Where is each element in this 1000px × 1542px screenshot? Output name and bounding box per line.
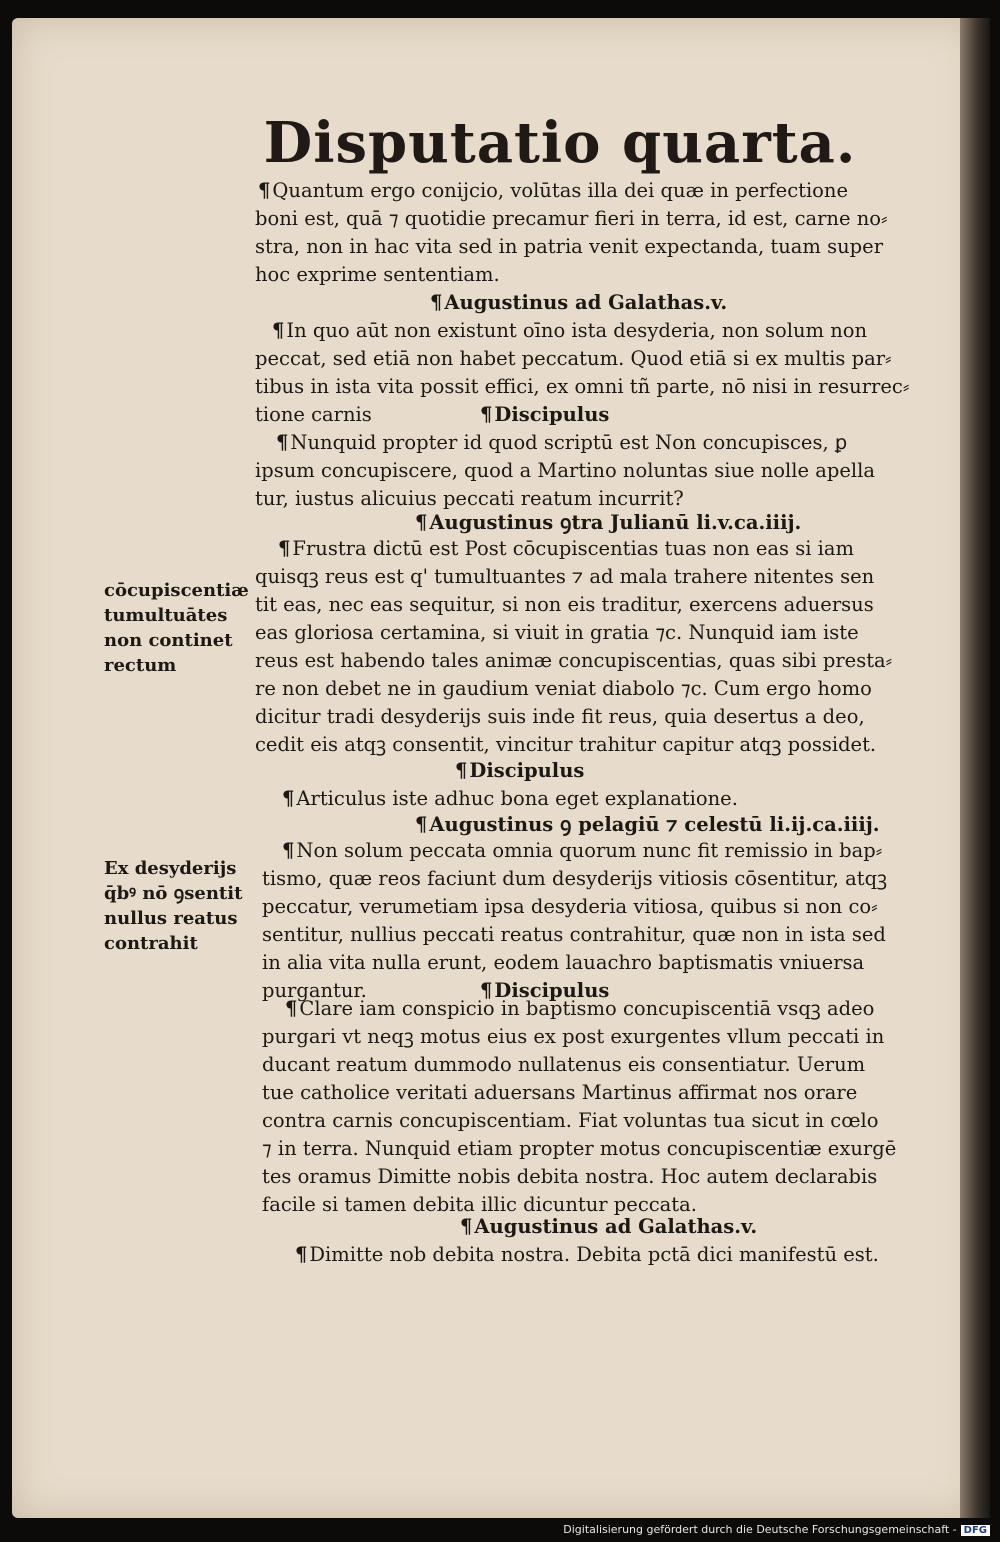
text-line	[278, 536, 854, 562]
line-text: Augustinus ad Galathas.v.	[474, 1215, 758, 1238]
text-line	[282, 838, 882, 864]
credit-text: Digitalisierung gefördert durch die Deutsche Forschungsgemeinschaft -	[563, 1523, 957, 1536]
line-text: purgantur.	[262, 979, 367, 1002]
pilcrow-icon: ¶	[415, 511, 428, 534]
margin-note-line: nullus reatus	[104, 908, 238, 929]
margin-note-line: Ex desyderijs	[104, 858, 237, 879]
pilcrow-icon: ¶	[455, 759, 468, 782]
line-text: Quantum ergo conijcio, volūtas illa dei quæ in perfectione	[272, 179, 849, 202]
line-text: stra, non in hac vita sed in patria venit expectanda, tuam super	[255, 235, 884, 258]
pilcrow-icon: ¶	[480, 979, 493, 1002]
text-line	[262, 1052, 865, 1078]
text-line	[255, 262, 500, 288]
line-text: Non solum peccata omnia quorum nunc fit remissio in bap⸗	[296, 839, 883, 862]
line-text: sentitur, nullius peccati reatus contrahitur, quæ non in ista sed	[262, 923, 886, 946]
line-text: Frustra dictū est Post cōcupiscentias tuas non eas si iam	[292, 537, 854, 560]
line-text: eas gloriosa certamina, si viuit in gratia ⁊c. Nunquid iam iste	[255, 621, 859, 644]
line-text: Augustinus ad Galathas.v.	[444, 291, 728, 314]
line-text: peccat, sed etiā non habet peccatum. Quod etiā si ex multis par⸗	[255, 347, 892, 370]
line-text: peccatur, verumetiam ipsa desyderia vitiosa, quibus si non co⸗	[262, 895, 878, 918]
line-text: tue catholice veritati aduersans Martinus affirmat nos orare	[262, 1081, 858, 1104]
line-text: Clare iam conspicio in baptismo concupiscentiā vsqꝫ adeo	[299, 997, 875, 1020]
text-line	[255, 732, 876, 758]
line-text: Discipulus	[494, 403, 610, 426]
pilcrow-icon: ¶	[295, 1243, 308, 1266]
dfg-logo: DFG	[961, 1525, 990, 1536]
text-line	[255, 458, 875, 484]
text-line	[255, 564, 874, 590]
line-text: tione carnis	[255, 403, 372, 426]
digitization-credit	[563, 1523, 990, 1536]
margin-note-line: rectum	[104, 655, 177, 676]
text-line	[262, 1108, 878, 1134]
text-line	[276, 430, 847, 456]
text-line	[262, 866, 887, 892]
pilcrow-icon: ¶	[258, 179, 271, 202]
text-line	[262, 1024, 884, 1050]
rubric-line	[455, 758, 584, 784]
line-text: purgari vt neqꝫ motus eius ex post exurgentes vllum peccati in	[262, 1025, 885, 1048]
text-line	[255, 592, 874, 618]
margin-note-1	[104, 578, 264, 678]
text-line	[255, 676, 872, 702]
text-line	[255, 374, 909, 400]
line-text: Articulus iste adhuc bona eget explanatione.	[296, 787, 738, 810]
margin-note-line: q̄bꝰ nō ꝯsentit	[104, 883, 243, 904]
line-text: ducant reatum dummodo nullatenus eis consentiatur. Uerum	[262, 1053, 866, 1076]
pilcrow-icon: ¶	[480, 403, 493, 426]
text-line	[262, 950, 864, 976]
rubric-line	[415, 510, 801, 536]
text-line	[262, 1080, 857, 1106]
text-line	[262, 1164, 877, 1190]
line-text: Augustinus ꝯ pelagiū ⁊ celestū li.ij.ca.iiij.	[429, 813, 880, 836]
pilcrow-icon: ¶	[285, 997, 298, 1020]
line-text: In quo aūt non existunt oīno ista desyderia, non solum non	[286, 319, 868, 342]
text-line	[255, 620, 859, 646]
text-line	[255, 486, 684, 512]
line-text: in alia vita nulla erunt, eodem lauachro baptismatis vniuersa	[262, 951, 865, 974]
line-text: Discipulus	[469, 759, 585, 782]
text-line	[262, 894, 878, 920]
line-text: tes oramus Dimitte nobis debita nostra. Hoc autem declarabis	[262, 1165, 878, 1188]
pilcrow-icon: ¶	[276, 431, 289, 454]
margin-note-line: cōcupiscentiæ	[104, 580, 249, 601]
text-line	[295, 1242, 879, 1268]
margin-note-line: tumultuātes	[104, 605, 228, 626]
rubric-line	[415, 812, 880, 838]
line-text: contra carnis concupiscentiam. Fiat voluntas tua sicut in cœlo	[262, 1109, 879, 1132]
text-line	[282, 786, 738, 812]
line-text: facile si tamen debita illic dicuntur peccata.	[262, 1193, 697, 1216]
page-heading: Disputatio quarta.	[263, 110, 857, 176]
line-text: hoc exprime sententiam.	[255, 263, 500, 286]
line-text: tit eas, nec eas sequitur, si non eis traditur, exercens aduersus	[255, 593, 874, 616]
line-text: ⁊ in terra. Nunquid etiam propter motus concupiscentiæ exurgē	[262, 1137, 897, 1160]
text-line	[272, 318, 867, 344]
text-line	[255, 704, 865, 730]
text-line	[255, 648, 892, 674]
line-text: quisqꝫ reus est q' tumultuantes ⁊ ad mala trahere nitentes sen	[255, 565, 875, 588]
text-line	[255, 346, 892, 372]
line-text: tur, iustus alicuius peccati reatum incurrit?	[255, 487, 684, 510]
pilcrow-icon: ¶	[430, 291, 443, 314]
text-line	[255, 402, 372, 428]
margin-note-line: non continet	[104, 630, 233, 651]
line-text: Nunquid propter id quod scriptū est Non concupisces, ꝑ	[290, 431, 848, 454]
text-line	[285, 996, 874, 1022]
line-text: dicitur tradi desyderijs suis inde fit reus, quia desertus a deo,	[255, 705, 865, 728]
line-text: Augustinus ꝯtra Julianū li.v.ca.iiij.	[429, 511, 802, 534]
line-text: Dimitte nob debita nostra. Debita pctā dici manifestū est.	[309, 1243, 879, 1266]
line-text: ipsum concupiscere, quod a Martino noluntas siue nolle apella	[255, 459, 876, 482]
line-text: tismo, quæ reos faciunt dum desyderijs vitiosis cōsentitur, atqꝫ	[262, 867, 888, 890]
pilcrow-icon: ¶	[415, 813, 428, 836]
pilcrow-icon: ¶	[282, 839, 295, 862]
text-line	[255, 234, 883, 260]
pilcrow-icon: ¶	[282, 787, 295, 810]
rubric-line	[430, 290, 727, 316]
text-line	[262, 922, 886, 948]
line-text: tibus in ista vita possit effici, ex omni tñ parte, nō nisi in resurrec⸗	[255, 375, 910, 398]
text-line	[255, 206, 888, 232]
line-text: boni est, quā ⁊ quotidie precamur fieri in terra, id est, carne no⸗	[255, 207, 888, 230]
margin-note-line: contrahit	[104, 933, 198, 954]
rubric-line	[460, 1214, 757, 1240]
pilcrow-icon: ¶	[278, 537, 291, 560]
line-text: cedit eis atqꝫ consentit, vincitur trahitur capitur atqꝫ possidet.	[255, 733, 877, 756]
rubric-line	[480, 402, 609, 428]
pilcrow-icon: ¶	[272, 319, 285, 342]
line-text: re non debet ne in gaudium veniat diabolo ⁊c. Cum ergo homo	[255, 677, 872, 700]
line-text: reus est habendo tales animæ concupiscentias, quas sibi presta⸗	[255, 649, 893, 672]
line-text: Discipulus	[494, 979, 610, 1002]
pilcrow-icon: ¶	[460, 1215, 473, 1238]
book-binding-edge	[960, 18, 990, 1518]
text-line	[262, 1136, 896, 1162]
margin-note-2	[104, 856, 264, 956]
text-line	[258, 178, 848, 204]
